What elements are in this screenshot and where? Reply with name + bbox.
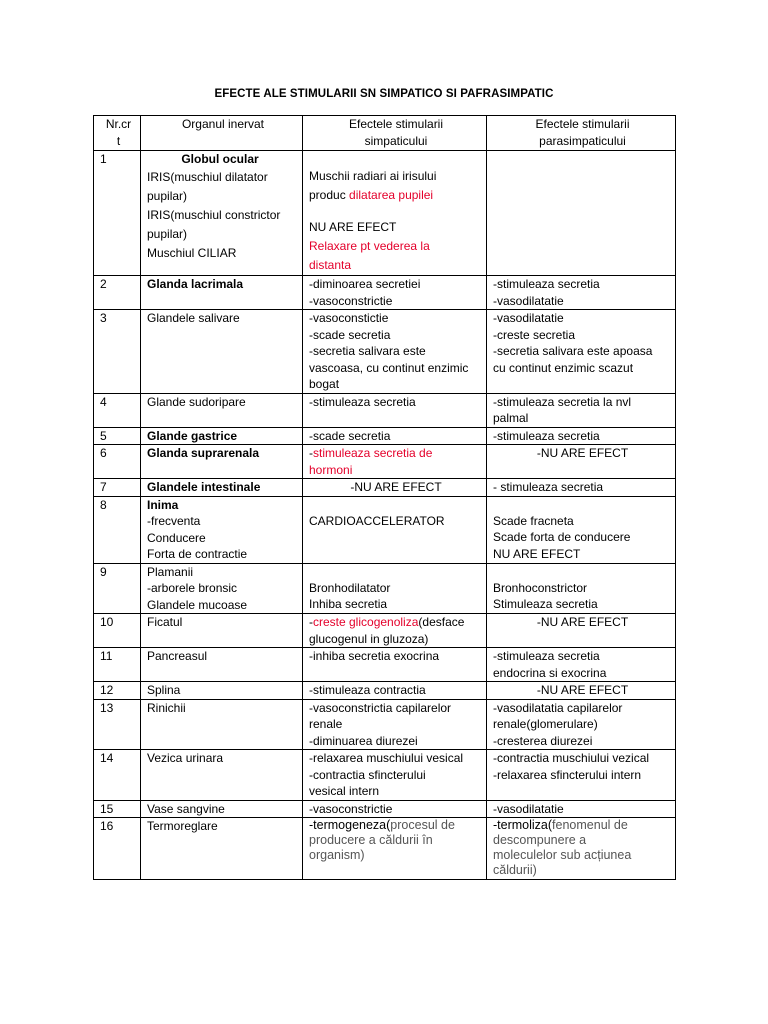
spacer — [493, 497, 672, 513]
row-number: 2 — [94, 276, 141, 310]
table-row — [94, 750, 676, 801]
effect-line — [309, 186, 483, 205]
organ-line: -arborele bronsic — [147, 581, 238, 595]
header-organ — [141, 116, 303, 151]
simpatic-cell — [303, 750, 487, 801]
table-row — [94, 563, 676, 614]
effect-text: (desface — [418, 615, 465, 629]
highlight-text: stimuleaza secretia de — [313, 446, 433, 460]
effect-line: -creste secretia — [493, 327, 576, 342]
organ-cell: Glande sudoripare — [141, 393, 303, 427]
effect-text: -termoliza( — [493, 818, 553, 832]
organ-cell: Glande gastrice — [141, 427, 303, 445]
table-row — [94, 427, 676, 445]
organ-cell: Ficatul — [141, 614, 303, 648]
table-row — [94, 800, 676, 818]
effect-line: bogat — [309, 377, 340, 391]
table-row — [94, 310, 676, 394]
spacer — [493, 564, 672, 580]
effect-line: -relaxarea sfincterului intern — [493, 767, 642, 782]
parasimpatic-cell: -vasodilatatie — [487, 800, 676, 818]
organ-line: pupilar) — [147, 226, 188, 241]
highlight-text: hormoni — [309, 462, 353, 477]
parasimpatic-cell — [487, 310, 676, 394]
effect-line: CARDIOACCELERATOR — [309, 513, 445, 528]
row-number: 14 — [94, 750, 141, 801]
muted-text: organism) — [309, 848, 365, 862]
table-row — [94, 699, 676, 750]
effect-line: Stimuleaza secretia — [493, 597, 598, 611]
simpatic-cell: -stimuleaza contractia — [303, 682, 487, 700]
effect-line: renale(glomerulare) — [493, 717, 598, 731]
row-number: 3 — [94, 310, 141, 394]
effect-line: NU ARE EFECT — [309, 220, 397, 234]
spacer — [309, 497, 483, 513]
organ-cell — [141, 151, 303, 276]
simpatic-cell — [303, 648, 487, 682]
parasimpatic-cell — [487, 276, 676, 310]
organ-line: pupilar) — [147, 188, 188, 203]
organ-cell — [141, 496, 303, 563]
effect-line: -cresterea diurezei — [493, 733, 593, 748]
organ-line: Conducere — [147, 530, 206, 545]
effect-line: Bronhoconstrictor — [493, 580, 588, 595]
header-text: Efectele stimularii — [535, 117, 630, 131]
table-row — [94, 479, 676, 497]
organ-cell — [141, 563, 303, 614]
effect-line: NU ARE EFECT — [493, 546, 581, 561]
effect-line: -vasoconstrictie — [309, 293, 393, 308]
simpatic-cell — [303, 699, 487, 750]
effect-line: Bronhodilatator — [309, 580, 391, 595]
effect-line: -relaxarea muschiului vesical — [309, 751, 464, 765]
spacer — [309, 205, 483, 218]
organ-line: Muschiul CILIAR — [147, 245, 237, 260]
effect-line: endocrina si exocrina — [493, 665, 607, 680]
header-text: Nr.cr — [105, 117, 132, 131]
table-row — [94, 682, 676, 700]
effect-line: -vasodilatatia capilarelor — [493, 700, 623, 715]
effect-line: -scade secretia — [309, 327, 391, 342]
table-row — [94, 614, 676, 648]
simpatic-cell — [303, 393, 487, 427]
table-row — [94, 496, 676, 563]
effect-text: - — [309, 615, 313, 629]
effect-line: Inhiba secretia — [309, 597, 388, 611]
highlight-text: dilatarea pupilei — [349, 188, 434, 202]
organ-cell: Glandele intestinale — [141, 479, 303, 497]
effects-table — [93, 115, 676, 880]
organ-cell: Splina — [141, 682, 303, 700]
organ-cell: Glanda lacrimala — [141, 276, 303, 310]
organ-line: Forta de contractie — [147, 547, 248, 561]
parasimpatic-cell: -NU ARE EFECT — [487, 682, 676, 700]
simpatic-cell — [303, 445, 487, 479]
table-header-row — [94, 116, 676, 151]
organ-line: IRIS(muschiul constrictor — [147, 207, 281, 222]
organ-cell: Pancreasul — [141, 648, 303, 682]
row-number: 15 — [94, 800, 141, 818]
organ-cell: Glandele salivare — [141, 310, 303, 394]
effect-line: -stimuleaza secretia — [309, 394, 416, 409]
effect-text: -termogeneza( — [309, 818, 391, 832]
simpatic-cell — [303, 496, 487, 563]
organ-cell: Vase sangvine — [141, 800, 303, 818]
header-text: t — [116, 133, 121, 148]
effect-line: -secretia salivara este apoasa — [493, 344, 653, 358]
table-row — [94, 393, 676, 427]
effect-line: palmal — [493, 411, 529, 425]
effect-line: -stimuleaza secretia — [493, 649, 600, 663]
organ-title: Globul ocular — [181, 152, 259, 166]
effect-line: vascoasa, cu continut enzimic — [309, 360, 469, 375]
organ-line: IRIS(muschiul dilatator — [147, 169, 268, 184]
effect-line: -contractia sfincterului — [309, 767, 426, 782]
effect-line: -vasodilatatie — [493, 311, 564, 325]
muted-text: producere a căldurii în — [309, 833, 433, 847]
row-number: 4 — [94, 393, 141, 427]
parasimpatic-cell: -NU ARE EFECT — [487, 445, 676, 479]
row-number: 6 — [94, 445, 141, 479]
row-number: 5 — [94, 427, 141, 445]
parasimpatic-cell — [487, 496, 676, 563]
row-number: 11 — [94, 648, 141, 682]
parasimpatic-cell: -stimuleaza secretia — [487, 427, 676, 445]
row-number: 8 — [94, 496, 141, 563]
table-row — [94, 151, 676, 276]
parasimpatic-cell — [487, 563, 676, 614]
parasimpatic-cell — [487, 699, 676, 750]
effect-line: -vasoconstrictia capilarelor — [309, 700, 452, 715]
row-number: 1 — [94, 151, 141, 276]
effect-line: -stimuleaza secretia la nvl — [493, 394, 632, 409]
organ-cell: Vezica urinara — [141, 750, 303, 801]
row-number: 9 — [94, 563, 141, 614]
effect-line — [309, 818, 483, 833]
effect-line: -stimuleaza secretia — [493, 277, 600, 291]
effect-line — [309, 445, 483, 462]
parasimpatic-cell — [487, 151, 676, 276]
row-number: 13 — [94, 699, 141, 750]
organ-cell: Termoreglare — [141, 818, 303, 880]
muted-text: procesul de — [390, 818, 455, 832]
highlight-text: Relaxare pt vederea la — [309, 239, 430, 253]
parasimpatic-cell — [487, 818, 676, 880]
highlight-text: distanta — [309, 258, 352, 272]
simpatic-cell: -NU ARE EFECT — [303, 479, 487, 497]
effect-line: -vasodilatatie — [493, 293, 564, 308]
effect-line: -diminoarea secretiei — [309, 277, 421, 291]
simpatic-cell — [303, 563, 487, 614]
parasimpatic-cell: - stimuleaza secretia — [487, 479, 676, 497]
effect-text: produc — [309, 188, 350, 202]
header-text: simpaticului — [364, 133, 428, 148]
muted-text: moleculelor sub acțiunea — [493, 848, 632, 862]
organ-cell: Glanda suprarenala — [141, 445, 303, 479]
organ-line: Glandele mucoase — [147, 597, 248, 612]
effect-line: Scade forta de conducere — [493, 530, 631, 544]
effect-line: -inhiba secretia exocrina — [309, 649, 440, 663]
row-number: 7 — [94, 479, 141, 497]
row-number: 10 — [94, 614, 141, 648]
parasimpatic-cell — [487, 648, 676, 682]
muted-text: descompunere a — [493, 833, 587, 847]
effect-text: - — [309, 446, 313, 460]
header-text: Efectele stimularii — [348, 117, 444, 131]
effect-line: cu continut enzimic scazut — [493, 360, 634, 375]
organ-line: Plamanii — [147, 564, 194, 579]
simpatic-cell: -vasoconstrictie — [303, 800, 487, 818]
header-simpatic — [303, 116, 487, 151]
effect-line — [309, 614, 483, 631]
header-parasimpatic — [487, 116, 676, 151]
parasimpatic-cell: -NU ARE EFECT — [487, 614, 676, 648]
effect-line: Scade fracneta — [493, 513, 574, 528]
header-text: parasimpaticului — [539, 133, 626, 148]
highlight-text: creste glicogenoliza — [313, 615, 419, 629]
simpatic-cell — [303, 310, 487, 394]
header-nr — [94, 116, 141, 151]
simpatic-cell — [303, 151, 487, 276]
table-row — [94, 648, 676, 682]
simpatic-cell — [303, 614, 487, 648]
effect-line: -contractia muschiului vezical — [493, 751, 650, 765]
effect-line: Muschii radiari ai irisului — [309, 169, 437, 183]
spacer — [309, 564, 483, 580]
effect-line: glucogenul in gluzoza) — [309, 631, 429, 646]
parasimpatic-cell — [487, 393, 676, 427]
organ-line: -frecventa — [147, 514, 201, 528]
effect-line: -vasoconstictie — [309, 311, 389, 325]
organ-cell: Rinichii — [141, 699, 303, 750]
row-number: 12 — [94, 682, 141, 700]
muted-text: fenomenul de — [552, 818, 628, 832]
header-text: Organul inervat — [181, 117, 265, 131]
effect-line: -diminuarea diurezei — [309, 733, 418, 748]
effect-line: -secretia salivara este — [309, 344, 426, 358]
effect-line — [493, 818, 672, 833]
table-row — [94, 445, 676, 479]
table-row — [94, 818, 676, 880]
simpatic-cell — [303, 818, 487, 880]
simpatic-cell — [303, 276, 487, 310]
organ-title: Inima — [147, 497, 179, 512]
simpatic-cell: -scade secretia — [303, 427, 487, 445]
page-title: EFECTE ALE STIMULARII SN SIMPATICO SI PAFRASIMPATIC — [214, 88, 554, 100]
effect-line: vesical intern — [309, 784, 380, 798]
muted-text: căldurii) — [493, 863, 537, 877]
effect-line: renale — [309, 717, 343, 731]
parasimpatic-cell — [487, 750, 676, 801]
table-row — [94, 276, 676, 310]
row-number: 16 — [94, 818, 141, 880]
